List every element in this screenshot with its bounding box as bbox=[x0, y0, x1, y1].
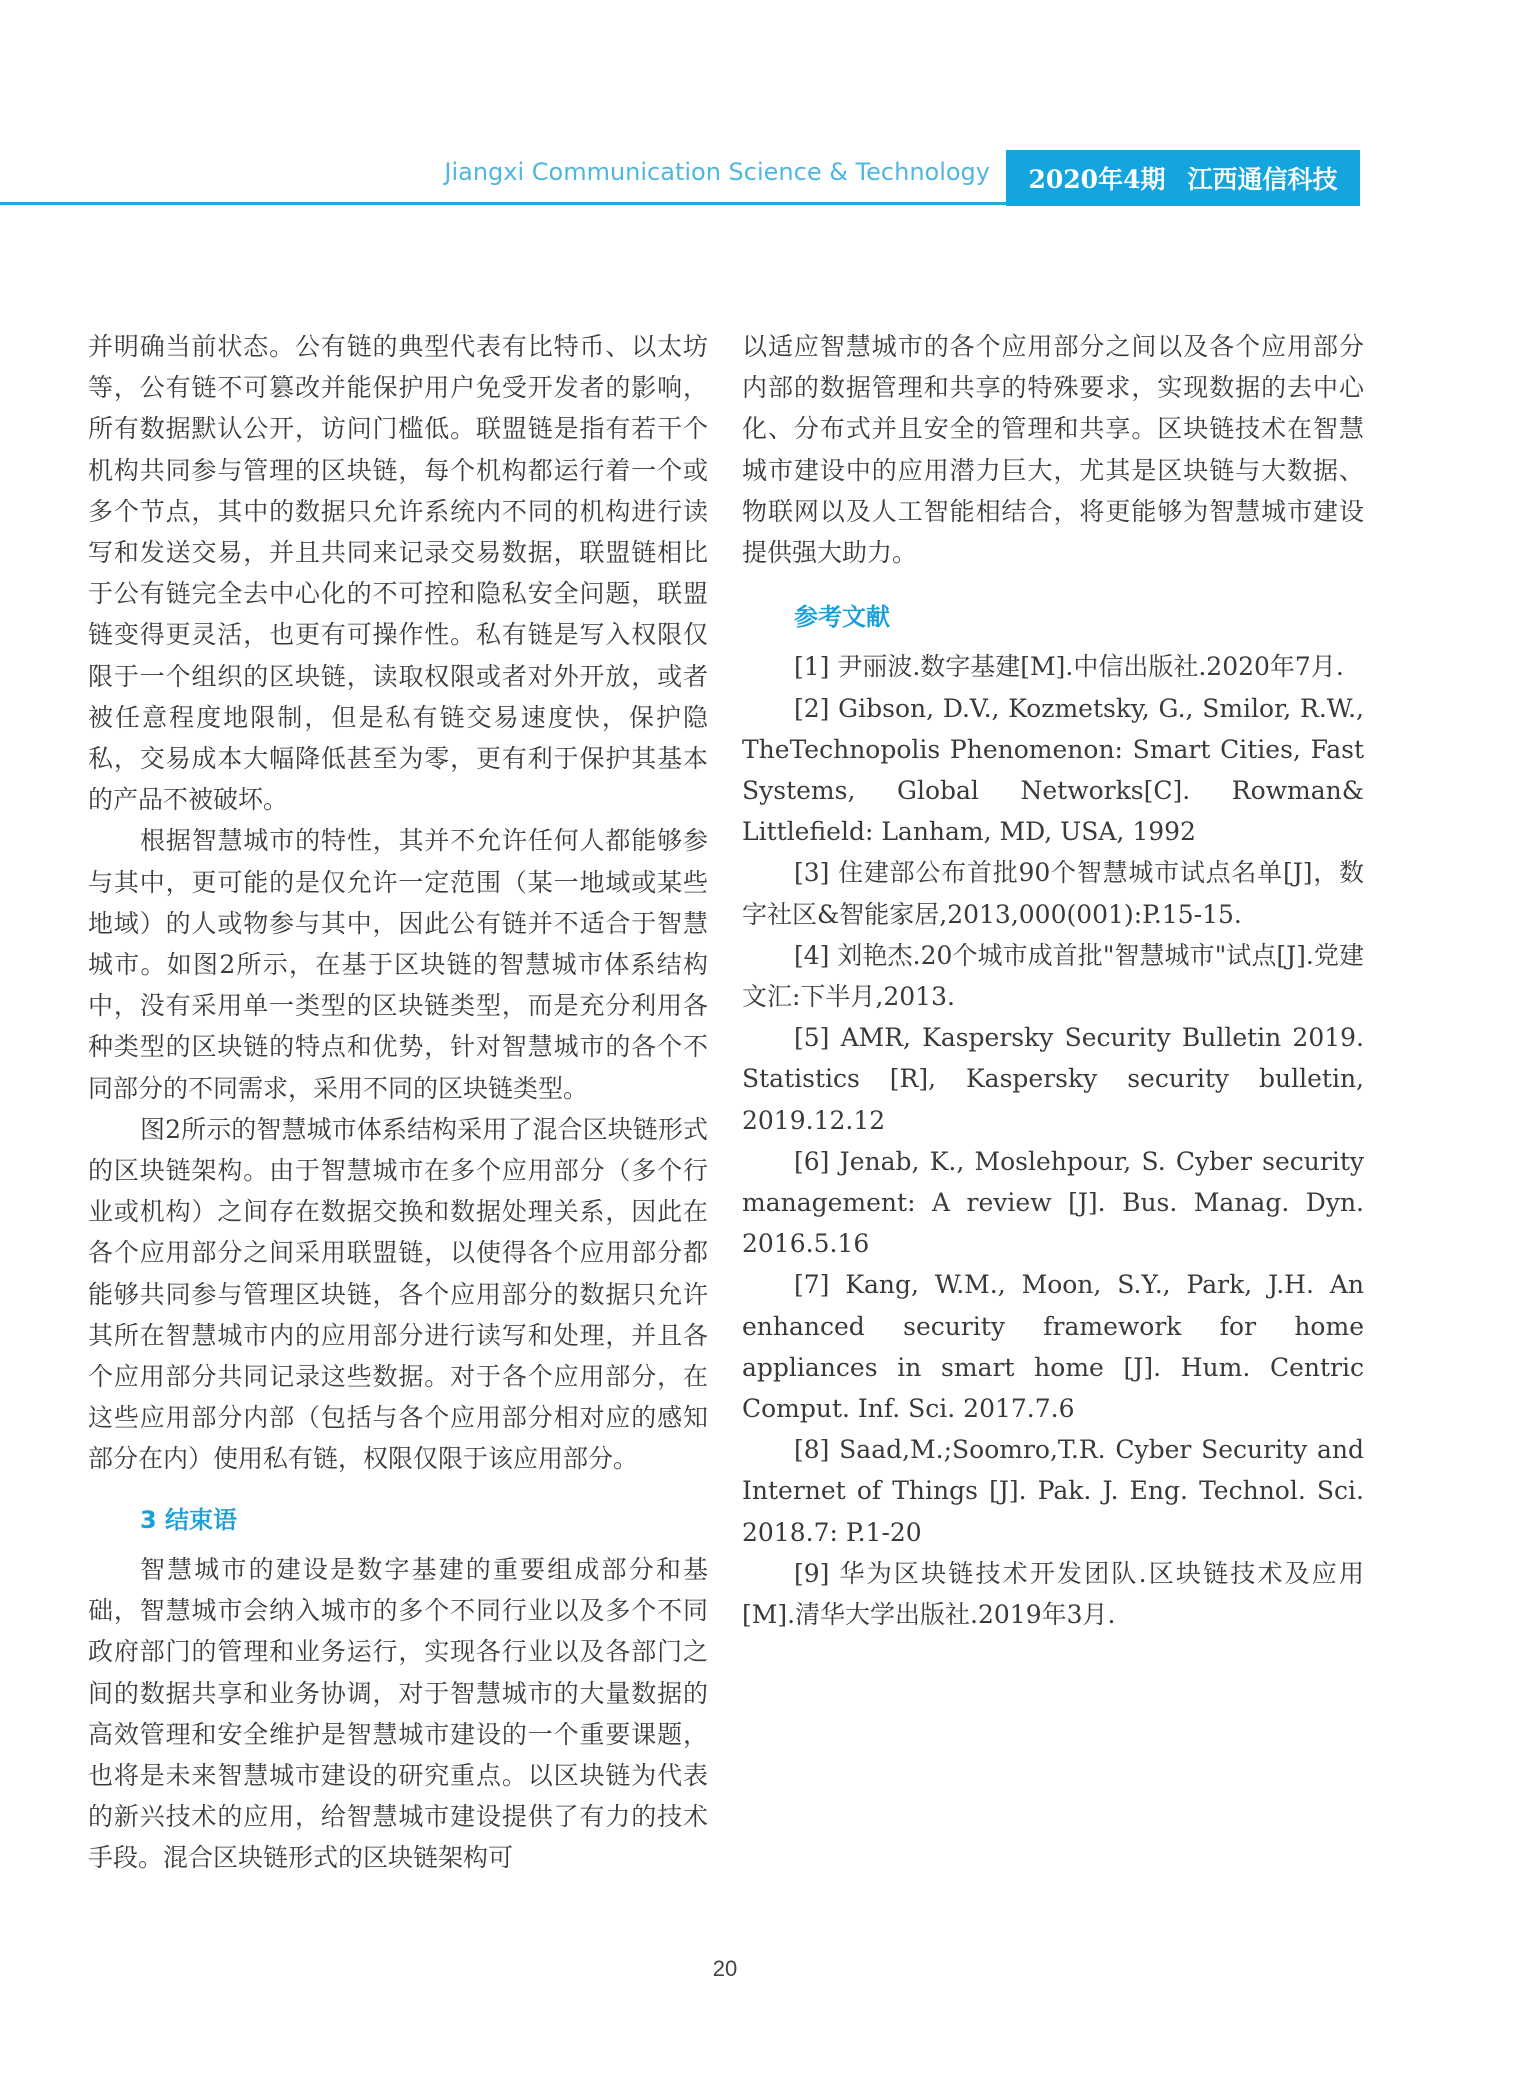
reference-item: [3] 住建部公布首批90个智慧城市试点名单[J]，数字社区&智能家居,2013,000(001):P.15-15. bbox=[742, 858, 1364, 929]
issue-label: 2020年4期 bbox=[1028, 165, 1166, 194]
issue-banner bbox=[1006, 150, 1360, 206]
reference-item: [7] Kang, W.M., Moon, S.Y., Park, J.H. An enhanced security framework for home appliances in smart home [J]. Hum. Centric Comput. Inf. Sci. 2017.7.6 bbox=[742, 1270, 1364, 1424]
paragraph: 根据智慧城市的特性，其并不允许任何人都能够参与其中，更可能的是仅允许一定范围（某一地域或某些地域）的人或物参与其中，因此公有链并不适合于智慧城市。如图2所示，在基于区块链的智慧城市体系结构中，没有采用单一类型的区块链类型，而是充分利用各种类型的区块链的特点和优势，针对智慧城市的各个不同部分的不同需求，采用不同的区块链类型。 bbox=[88, 826, 708, 1103]
paragraph: 并明确当前状态。公有链的典型代表有比特币、以太坊等，公有链不可篡改并能保护用户免受开发者的影响，所有数据默认公开，访问门槛低。联盟链是指有若干个机构共同参与管理的区块链，每个机构都运行着一个或多个节点，其中的数据只允许系统内不同的机构进行读写和发送交易，并且共同来记录交易数据，联盟链相比于公有链完全去中心化的不可控和隐私安全问题，联盟链变得更灵活，也更有可操作性。私有链是写入权限仅限于一个组织的区块链，读取权限或者对外开放，或者被任意程度地限制，但是私有链交易速度快，保护隐私，交易成本大幅降低甚至为零，更有利于保护其基本的产品不被破坏。 bbox=[88, 332, 708, 815]
right-column bbox=[742, 326, 1364, 1635]
reference-item: [5] AMR, Kaspersky Security Bulletin 2019. Statistics [R], Kaspersky security bulletin, 2019.12.12 bbox=[742, 1023, 1364, 1135]
paragraph: 智慧城市的建设是数字基建的重要组成部分和基础，智慧城市会纳入城市的多个不同行业以及多个不同政府部门的管理和业务运行，实现各行业以及各部门之间的数据共享和业务协调，对于智慧城市的大量数据的高效管理和安全维护是智慧城市建设的一个重要课题，也将是未来智慧城市建设的研究重点。以区块链为代表的新兴技术的应用，给智慧城市建设提供了有力的技术手段。混合区块链形式的区块链架构可 bbox=[88, 1554, 708, 1873]
page-number: 20 bbox=[712, 1956, 738, 1981]
reference-item: [4] 刘艳杰.20个城市成首批"智慧城市"试点[J].党建文汇:下半月,2013. bbox=[742, 940, 1364, 1012]
reference-item: [9] 华为区块链技术开发团队.区块链技术及应用[M].清华大学出版社.2019年3月. bbox=[742, 1558, 1364, 1630]
references-title: 参考文献 bbox=[794, 603, 890, 632]
journal-english-title: Jiangxi Communication Science & Technology bbox=[444, 158, 990, 186]
journal-chinese-title: 江西通信科技 bbox=[1187, 165, 1338, 194]
reference-item: [1] 尹丽波.数字基建[M].中信出版社.2020年7月. bbox=[794, 652, 1344, 682]
paragraph: 以适应智慧城市的各个应用部分之间以及各个应用部分内部的数据管理和共享的特殊要求，实现数据的去中心化、分布式并且安全的管理和共享。区块链技术在智慧城市建设中的应用潜力巨大，尤其是区块链与大数据、物联网以及人工智能相结合，将更能够为智慧城市建设提供强大助力。 bbox=[742, 332, 1364, 568]
reference-item: [2] Gibson, D.V., Kozmetsky, G., Smilor, R.W., TheTechnopolis Phenomenon: Smart Cities, Fast Systems, Global Networks[C]. Rowman& Littlefield: Lanham, MD, USA, 1992 bbox=[742, 693, 1364, 847]
reference-item: [6] Jenab, K., Moslehpour, S. Cyber security management: A review [J]. Bus. Manag. Dyn. 2016.5.16 bbox=[742, 1146, 1364, 1259]
left-column bbox=[88, 326, 708, 1879]
section-title: 3 结束语 bbox=[140, 1505, 238, 1534]
reference-item: [8] Saad,M.;Soomro,T.R. Cyber Security and Internet of Things [J]. Pak. J. Eng. Technol. Sci. 2018.7: P.1-20 bbox=[742, 1435, 1364, 1547]
paragraph: 图2所示的智慧城市体系结构采用了混合区块链形式的区块链架构。由于智慧城市在多个应用部分（多个行业或机构）之间存在数据交换和数据处理关系，因此在各个应用部分之间采用联盟链，以使得各个应用部分都能够共同参与管理区块链，各个应用部分的数据只允许其所在智慧城市内的应用部分进行读写和处理，并且各个应用部分共同记录这些数据。对于各个应用部分，在这些应用部分内部（包括与各个应用部分相对应的感知部分在内）使用私有链，权限仅限于该应用部分。 bbox=[88, 1114, 708, 1474]
